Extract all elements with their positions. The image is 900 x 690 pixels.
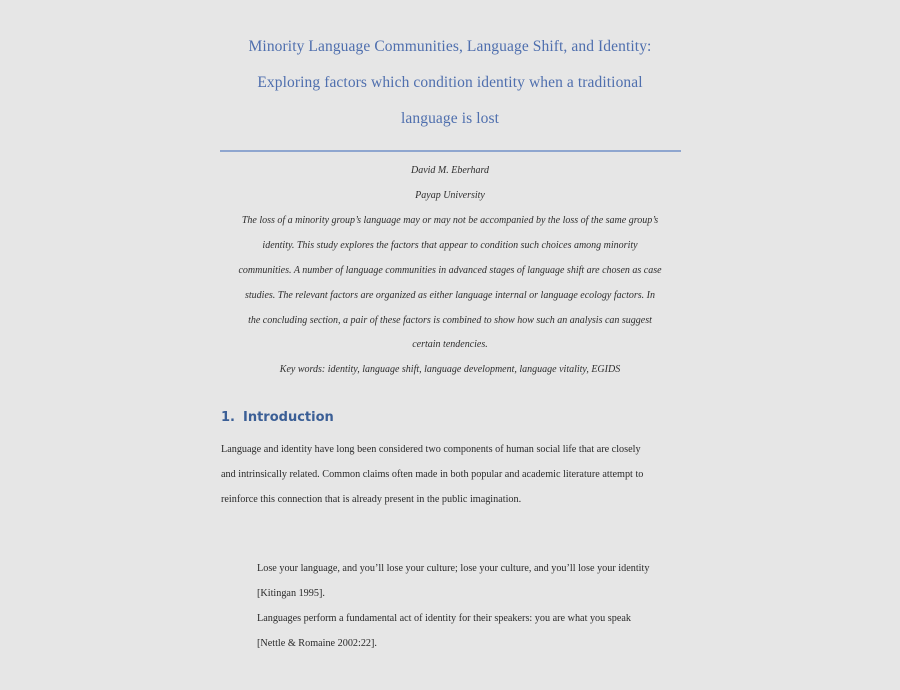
title-line-1: Minority Language Communities, Language Shift, and Identity: [248, 38, 652, 55]
author-name: David M. Eberhard [410, 165, 490, 176]
body-text-line: Language and identity have long been considered two components of human social life that are closely [221, 444, 641, 455]
title-divider [220, 150, 681, 152]
abstract-line: identity. This study explores the factors that appear to condition such choices among minority [262, 240, 638, 251]
section-number: 1. [221, 410, 235, 425]
body-text-line: and intrinsically related. Common claims often made in both popular and academic literature attempt to [221, 469, 644, 480]
quote-line: Languages perform a fundamental act of identity for their speakers: you are what you speak [257, 613, 631, 624]
abstract-line: The loss of a minority group’s language may or may not be accompanied by the loss of the same group’s [241, 215, 659, 226]
quote-citation: [Nettle & Romaine 2002:22]. [257, 638, 377, 649]
section-title: Introduction [242, 410, 334, 425]
abstract-line: the concluding section, a pair of these factors is combined to show how such an analysis can suggest [248, 315, 652, 326]
abstract-line: studies. The relevant factors are organized as either language internal or language ecology factors. In [245, 290, 655, 301]
abstract-line: communities. A number of language communities in advanced stages of language shift are chosen as case [238, 265, 662, 276]
keywords-line: Key words: identity, language shift, language development, language vitality, EGIDS [279, 364, 621, 375]
abstract-line: certain tendencies. [412, 339, 488, 350]
quote-line: Lose your language, and you’ll lose your culture; lose your culture, and you’ll lose your identity [257, 563, 650, 574]
section-heading [221, 410, 334, 425]
author-affiliation: Payap University [415, 190, 485, 201]
body-text-line: reinforce this connection that is already present in the public imagination. [221, 494, 522, 505]
quote-citation: [Kitingan 1995]. [257, 588, 325, 599]
title-line-2: Exploring factors which condition identity when a traditional [257, 74, 643, 91]
title-line-3: language is lost [400, 110, 500, 127]
